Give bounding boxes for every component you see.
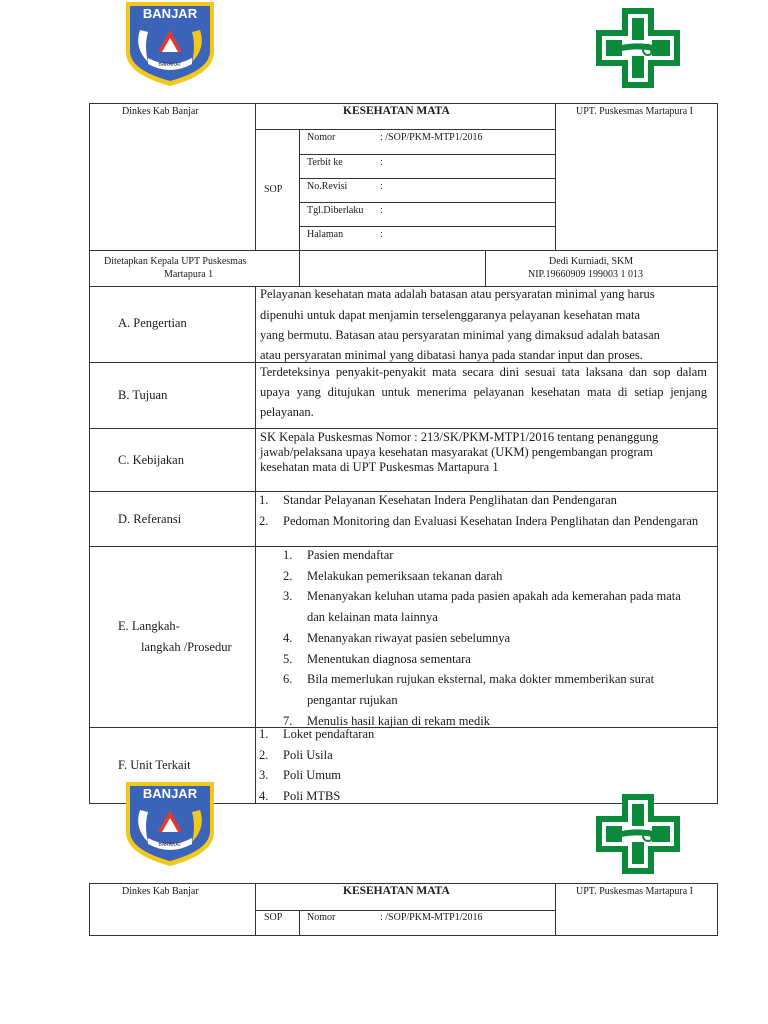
approval-left-line2: Martapura 1 (164, 269, 214, 280)
section-d-list (259, 490, 699, 531)
banjar-logo-banner: BARAKAT (158, 842, 182, 848)
signatory-name: Dedi Kurniadi, SKM (549, 256, 634, 267)
list-item: 1. Standar Pelayanan Kesehatan Indera Penglihatan dan Pendengaran (259, 493, 617, 507)
list-item: 3. Menanyakan keluhan utama pada pasien apakah ada kemerahan pada mata dan kelainan mata lainnya (283, 589, 681, 625)
list-item: 6. Bila memerlukan rujukan eksternal, maka dokter mmemberikan surat pengantar rujukan (283, 672, 655, 707)
list-item: 3. Poli Umum (259, 768, 341, 783)
banjar-logo (122, 780, 218, 868)
field-label-revisi: No.Revisi (307, 181, 348, 192)
list-item: 4. Poli MTBS (259, 789, 341, 804)
field-value-revisi: : (380, 181, 383, 192)
field-value-tgl: : (380, 205, 383, 216)
approval-left-line1: Ditetapkan Kepala UPT Puskesmas (104, 256, 247, 267)
header-agency: Dinkes Kab Banjar (122, 106, 199, 117)
puskesmas-logo (592, 792, 684, 876)
section-e-label-cont: langkah /Prosedur (141, 640, 232, 654)
field-value-terbit: : (380, 157, 383, 168)
field-value-halaman: : (380, 229, 383, 240)
signatory-nip: NIP.19660909 199003 1 013 (528, 269, 644, 280)
field-label-tgl: Tgl.Diberlaku (307, 205, 364, 216)
field-label-nomor: Nomor (307, 132, 336, 143)
list-item: 1. Pasien mendaftar (283, 548, 394, 562)
field-value-nomor: : /SOP/PKM-MTP1/2016 (380, 132, 483, 143)
list-item: 5. Menentukan diagnosa sementara (283, 651, 471, 666)
list-item: 2. Pedoman Monitoring dan Evaluasi Kesehatan Indera Penglihatan dan Pendengaran (259, 513, 699, 528)
list-item: 7. Menulis hasil kajian di rekam medik (283, 713, 490, 728)
section-a-line: atau persyaratan minimal yang dibatasi hanya pada standar input dan proses. (260, 348, 643, 362)
page2-header-unit: UPT. Puskesmas Martapura I (576, 886, 694, 897)
sop-label: SOP (264, 184, 283, 195)
field-label-terbit: Terbit ke (307, 157, 343, 168)
section-e-list (283, 545, 701, 731)
section-d-label: D. Referansi (118, 512, 182, 526)
list-item: 1. Loket pendaftaran (259, 727, 375, 741)
page2-header-agency: Dinkes Kab Banjar (122, 886, 199, 897)
section-c-line: kesehatan mata di UPT Puskesmas Martapura 1 (260, 460, 499, 474)
header-table (89, 103, 718, 251)
banjar-logo (122, 0, 218, 88)
section-b-label: B. Tujuan (118, 388, 168, 402)
section-c-label: C. Kebijakan (118, 453, 184, 467)
section-c-line: SK Kepala Puskesmas Nomor : 213/SK/PKM-MTP1/2016 tentang penanggung (260, 430, 659, 444)
section-a-line: yang bermutu. Batasan atau persyaratan minimal yang dimaksud adalah batasan (260, 328, 660, 342)
list-item: 2. Melakukan pemeriksaan tekanan darah (283, 568, 503, 583)
document-title: KESEHATAN MATA (343, 105, 450, 117)
page2-document-title: KESEHATAN MATA (343, 885, 450, 897)
section-b-text: Terdeteksinya penyakit-penyakit mata secara dini sesuai tata laksana dan sop dalam upaya yang ditujukan untuk menerima pelayanan kesehatan mata di setiap jenjang pelayanan. (260, 365, 707, 419)
page2-field-label-nomor: Nomor (307, 912, 336, 923)
puskesmas-logo (592, 6, 684, 90)
section-a-label: A. Pengertian (118, 316, 187, 330)
section-f-label: F. Unit Terkait (118, 758, 191, 772)
page2-sop-label: SOP (264, 912, 283, 923)
list-item: 2. Poli Usila (259, 747, 333, 762)
field-label-halaman: Halaman (307, 229, 344, 240)
section-a-line: Pelayanan kesehatan mata adalah batasan atau persyaratan minimal yang harus (260, 287, 655, 301)
page2-field-value-nomor: : /SOP/PKM-MTP1/2016 (380, 912, 483, 923)
section-e-label: E. Langkah- (118, 619, 180, 633)
banjar-logo-banner: BARAKAT (158, 62, 182, 68)
banjar-logo-text: BANJAR (142, 6, 198, 21)
section-a-line: dipenuhi untuk dapat menjamin terselenggaranya pelayanan kesehatan mata (260, 308, 641, 322)
list-item: 4. Menanyakan riwayat pasien sebelumnya (283, 630, 511, 645)
banjar-logo-text: BANJAR (142, 786, 198, 801)
header-unit: UPT. Puskesmas Martapura I (576, 106, 694, 117)
section-c-line: jawab/pelaksana upaya kesehatan masyarakat (UKM) pengembangan program (260, 445, 653, 459)
